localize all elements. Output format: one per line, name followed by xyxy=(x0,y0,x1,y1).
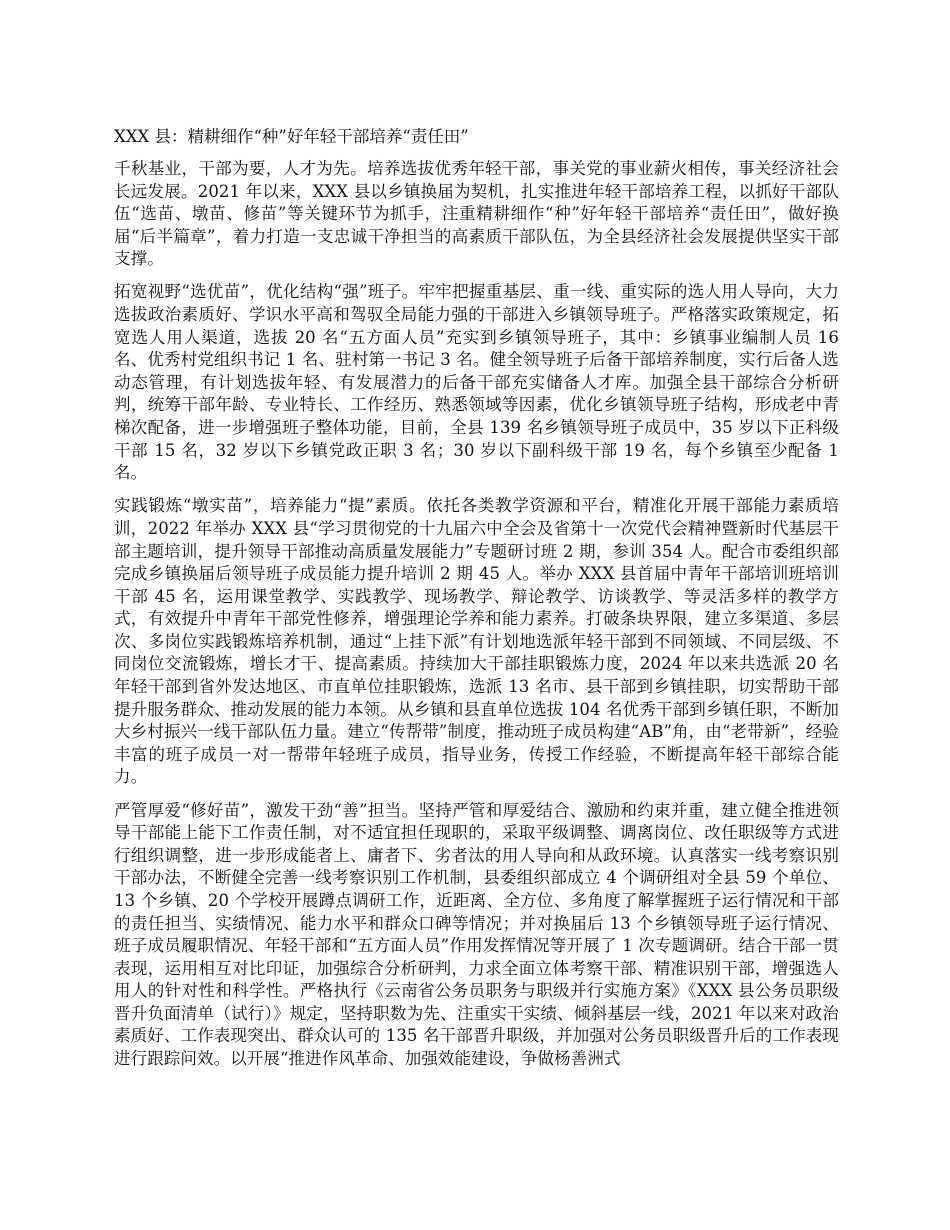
paragraph-strict-management: 严管厚爱“修好苗”，激发干劲“善”担当。坚持严管和厚爱结合、激励和约束并重，建立健全推进领导干部能上能下工作责任制，对不适宜担任现职的，采取平级调整、调离岗位、改任职级等方式进行组织调整，进一步形成能者上、庸者下、劣者汰的用人导向和从政环境。认真落实一线考察识别干部办法，不断健全完善一线考察识别工作机制，县委组织部成立 4 个调研组对全县 59 个单位、13 个乡镇、20 个学校开展蹲点调研工作，近距离、全方位、多角度了解掌握班子运行情况和干部的责任担当、实绩情况、能力水平和群众口碑等情况；并对换届后 13 个乡镇领导班子运行情况、班子成员履职情况、年轻干部和“五方面人员”作用发挥情况等开展了 1 次专题调研。结合干部一贯表现，运用相互对比印证，加强综合分析研判，力求全面立体考察干部、精准识别干部，增强选人用人的针对性和科学性。严格执行《云南省公务员职务与职级并行实施方案》《XXX 县公务员职级晋升负面清单（试行）》规定，坚持职数为先、注重实干实绩、倾斜基层一线，2021 年以来对政治素质好、工作表现突出、群众认可的 135 名干部晋升职级，并加强对公务员职级晋升后的工作表现进行跟踪问效。以开展“推进作风革命、加强效能建设，争做杨善洲式 xyxy=(114,800,839,1069)
document-title: XXX 县：精耕细作“种”好年轻干部培养“责任田” xyxy=(114,127,469,146)
paragraph-practice-training: 实践锻炼“墩实苗”，培养能力“提”素质。依托各类教学资源和平台，精准化开展干部能力素质培训，2022 年举办 XXX 县“学习贯彻党的十九届六中全会及省第十一次党代会精神暨新时代基层干部主题培训，提升领导干部推动高质量发展能力”专题研讨班 2 期，参训 354 人。配合市委组织部完成乡镇换届后领导班子成员能力提升培训 2 期 45 人。举办 XXX 县首届中青年干部培训班培训干部 45 名，运用课堂教学、实践教学、现场教学、辩论教学、访谈教学、等灵活多样的教学方式，有效提升中青年干部党性修养，增强理论学养和能力素养。打破条块界限，建立多渠道、多层次、多岗位实践锻炼培养机制，通过“上挂下派”有计划地选派年轻干部到不同领域、不同层级、不同岗位交流锻炼，增长才干、提高素质。持续加大干部挂职锻炼力度，2024 年以来共选派 20 名年轻干部到省外发达地区、市直单位挂职锻炼，选派 13 名市、县干部到乡镇挂职，切实帮助干部提升服务群众、推动发展的能力本领。从乡镇和县直单位选拔 104 名优秀干部到乡镇任职，不断加大乡村振兴一线干部队伍力量。建立“传帮带”制度，推动班子成员构建“AB”角，由“老带新”，经验丰富的班子成员一对一帮带年轻班子成员，指导业务，传授工作经验，不断提高年轻干部综合能力。 xyxy=(114,496,839,787)
paragraph-select-seedlings: 拓宽视野“选优苗”，优化结构“强”班子。牢牢把握重基层、重一线、重实际的选人用人导向，大力选拔政治素质好、学识水平高和驾驭全局能力强的干部进入乡镇领导班子。严格落实政策规定，拓宽选人用人渠道，选拔 20 名“五方面人员”充实到乡镇领导班子，其中：乡镇事业编制人员 16 名、优秀村党组织书记 1 名、驻村第一书记 3 名。健全领导班子后备干部培养制度，实行后备人选动态管理，有计划选拔年轻、有发展潜力的后备干部充实储备人才库。加强全县干部综合分析研判，统筹干部年龄、专业特长、工作经历、熟悉领域等因素，优化乡镇领导班子结构，形成老中青梯次配备，进一步增强班子整体功能，目前，全县 139 名乡镇领导班子成员中，35 岁以下正科级干部 15 名，32 岁以下乡镇党政正职 3 名；30 岁以下副科级干部 19 名，每个乡镇至少配备 1 名。 xyxy=(114,282,839,483)
paragraph-intro: 千秋基业，干部为要，人才为先。培养选拔优秀年轻干部，事关党的事业薪火相传，事关经济社会长远发展。2021 年以来，XXX 县以乡镇换届为契机，扎实推进年轻干部培养工程，以抓好干部队伍“选苗、墩苗、修苗”等关键环节为抓手，注重精耕细作“种”好年轻干部培养“责任田”，做好换届“后半篇章”，着力打造一支忠诚干净担当的高素质干部队伍，为全县经济社会发展提供坚实干部支撑。 xyxy=(114,159,839,269)
document-page xyxy=(114,126,839,1081)
